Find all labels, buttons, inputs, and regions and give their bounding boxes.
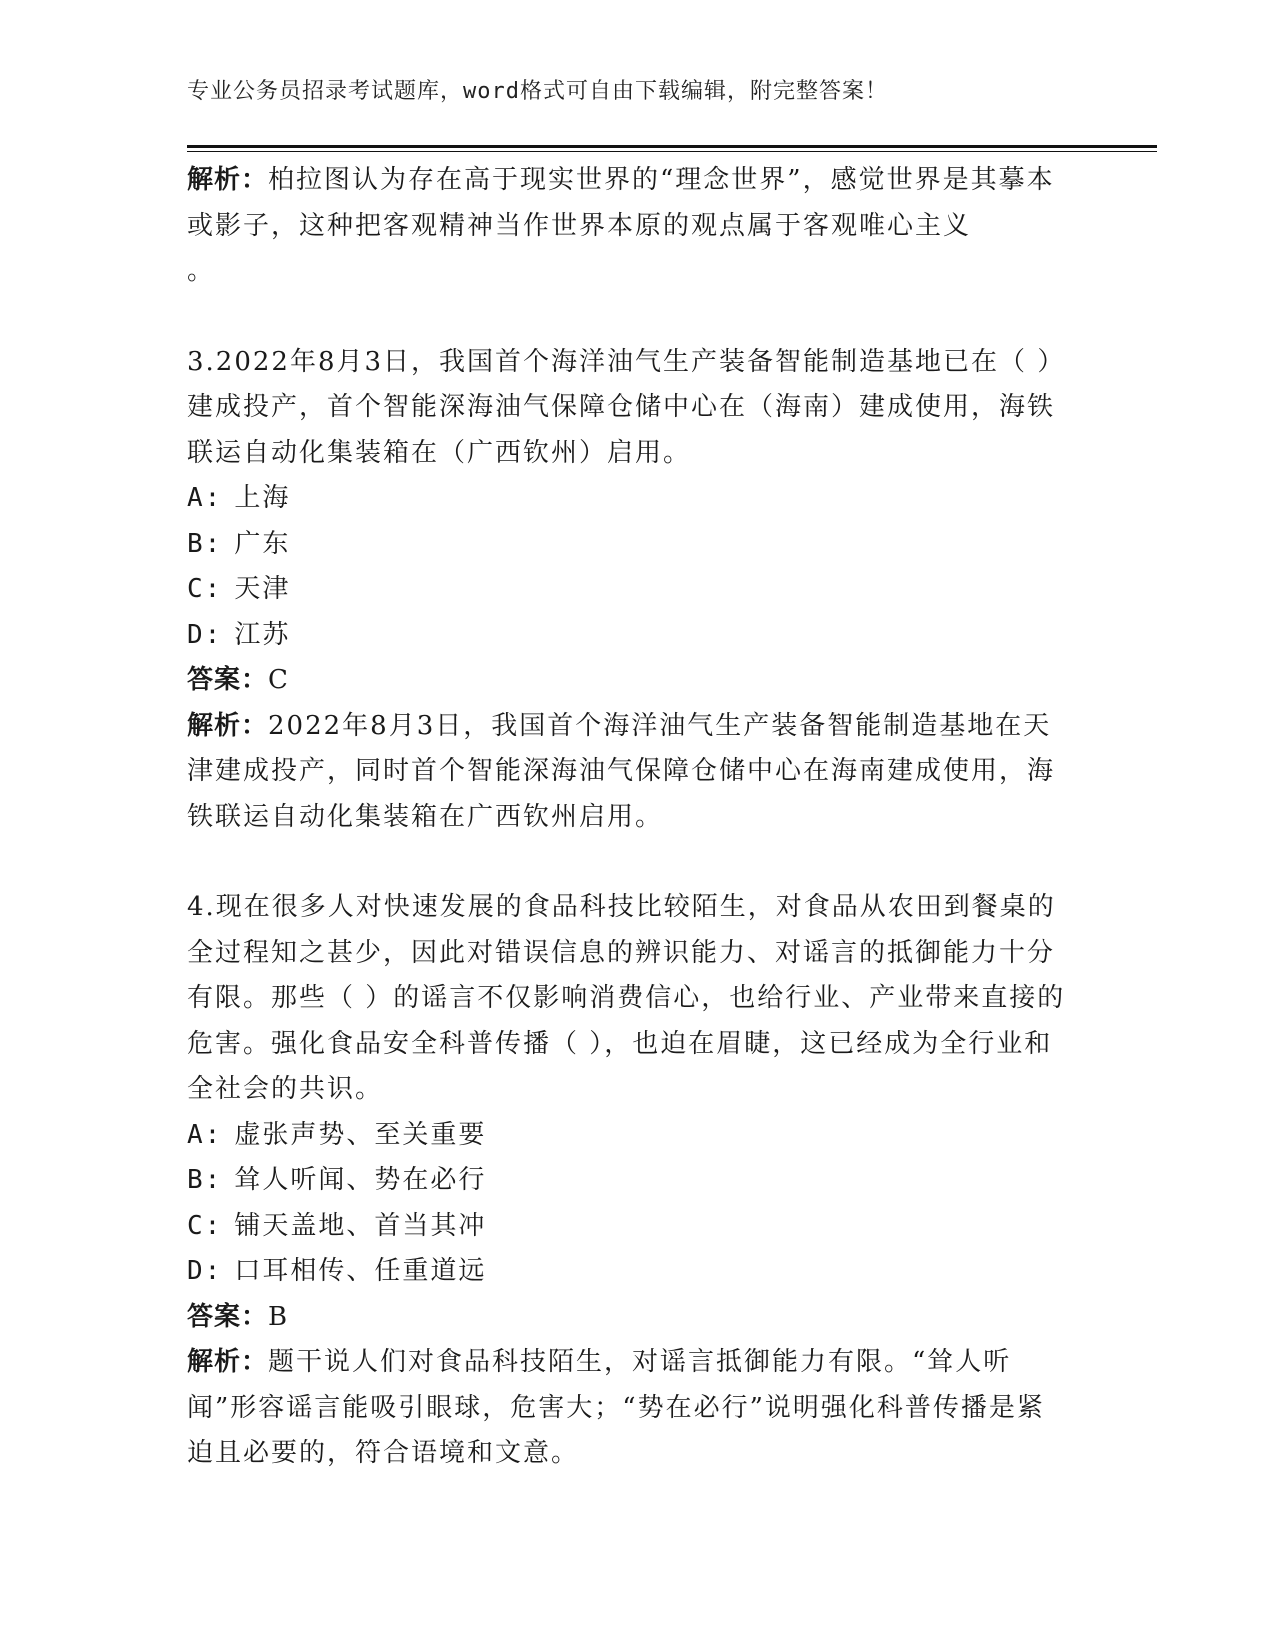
option-text: 虚张声势、至关重要 xyxy=(234,1119,487,1150)
option-text: 广东 xyxy=(234,528,291,559)
answer-label: 答案： xyxy=(187,1301,269,1332)
analysis-label: 解析： xyxy=(187,1347,269,1377)
option-text: 口耳相传、任重道远 xyxy=(234,1256,487,1286)
option-text: 铺天盖地、首当其冲 xyxy=(234,1210,487,1241)
option-key: B: xyxy=(187,1165,223,1195)
q3-analysis xyxy=(187,704,1067,841)
option-key: A: xyxy=(187,1119,223,1150)
q3-answer xyxy=(187,658,1067,704)
header-rule-thick xyxy=(187,145,1157,148)
answer-label: 答案： xyxy=(187,665,269,695)
q2-analysis xyxy=(187,158,1067,295)
header-rule-thin xyxy=(187,151,1157,152)
option-text: 耸人听闻、势在必行 xyxy=(234,1165,487,1195)
option-text: 江苏 xyxy=(234,619,291,650)
analysis-text: 2022年8月3日，我国首个海洋油气生产装备智能制造基地在天津建成投产，同时首个智能深海油气保障仓储中心在海南建成使用，海铁联运自动化集装箱在广西钦州启用。 xyxy=(187,710,1056,832)
q3-option-c xyxy=(187,567,1067,613)
q3-stem: 3.2022年8月3日，我国首个海洋油气生产装备智能制造基地已在（ ）建成投产，首个智能深海油气保障仓储中心在（海南）建成使用，海铁联运自动化集装箱在（广西钦州）启用。 xyxy=(187,346,1066,468)
page-header: 专业公务员招录考试题库，word格式可自由下载编辑，附完整答案！ xyxy=(187,79,888,104)
analysis-label: 解析： xyxy=(187,165,269,195)
q4-analysis xyxy=(187,1340,1067,1477)
q4-option-c xyxy=(187,1204,1067,1250)
q4-option-a xyxy=(187,1113,1067,1159)
q3-option-b xyxy=(187,522,1067,568)
q4-stem: 4.现在很多人对快速发展的食品科技比较陌生，对食品从农田到餐桌的全过程知之甚少，因此对错误信息的辨识能力、对谣言的抵御能力十分有限。那些（ ）的谣言不仅影响消费信心，也给行业、产业带来直接的危害。强化食品安全科普传播（ ），也迫在眉睫，这已经成为全行业和全社会的共识。 xyxy=(187,892,1066,1104)
q4-option-b xyxy=(187,1158,1067,1204)
analysis-text: 题干说人们对食品科技陌生，对谣言抵御能力有限。“耸人听闻”形容谣言能吸引眼球，危害大；“势在必行”说明强化科普传播是紧迫且必要的，符合语境和文意。 xyxy=(187,1347,1045,1468)
option-text: 天津 xyxy=(234,574,291,604)
option-key: D: xyxy=(187,1256,223,1286)
analysis-text: 柏拉图认为存在高于现实世界的“理念世界”，感觉世界是其摹本或影子，这种把客观精神当作世界本原的观点属于客观唯心主义 xyxy=(187,165,1055,241)
q3-option-d xyxy=(187,613,1067,659)
q3-option-a xyxy=(187,476,1067,522)
option-key: C: xyxy=(187,574,223,604)
option-text: 上海 xyxy=(234,483,291,513)
option-key: C: xyxy=(187,1210,223,1241)
answer-value: B xyxy=(268,1301,290,1332)
option-key: A: xyxy=(187,483,223,513)
answer-value: C xyxy=(268,665,290,695)
document-body xyxy=(187,158,1067,1477)
analysis-tail: 。 xyxy=(187,256,216,286)
spacer xyxy=(187,840,1067,885)
spacer xyxy=(187,295,1067,340)
option-key: D: xyxy=(187,619,223,650)
q4-answer xyxy=(187,1295,1067,1341)
q4-option-d xyxy=(187,1249,1067,1295)
analysis-label: 解析： xyxy=(187,710,269,741)
option-key: B: xyxy=(187,528,223,559)
